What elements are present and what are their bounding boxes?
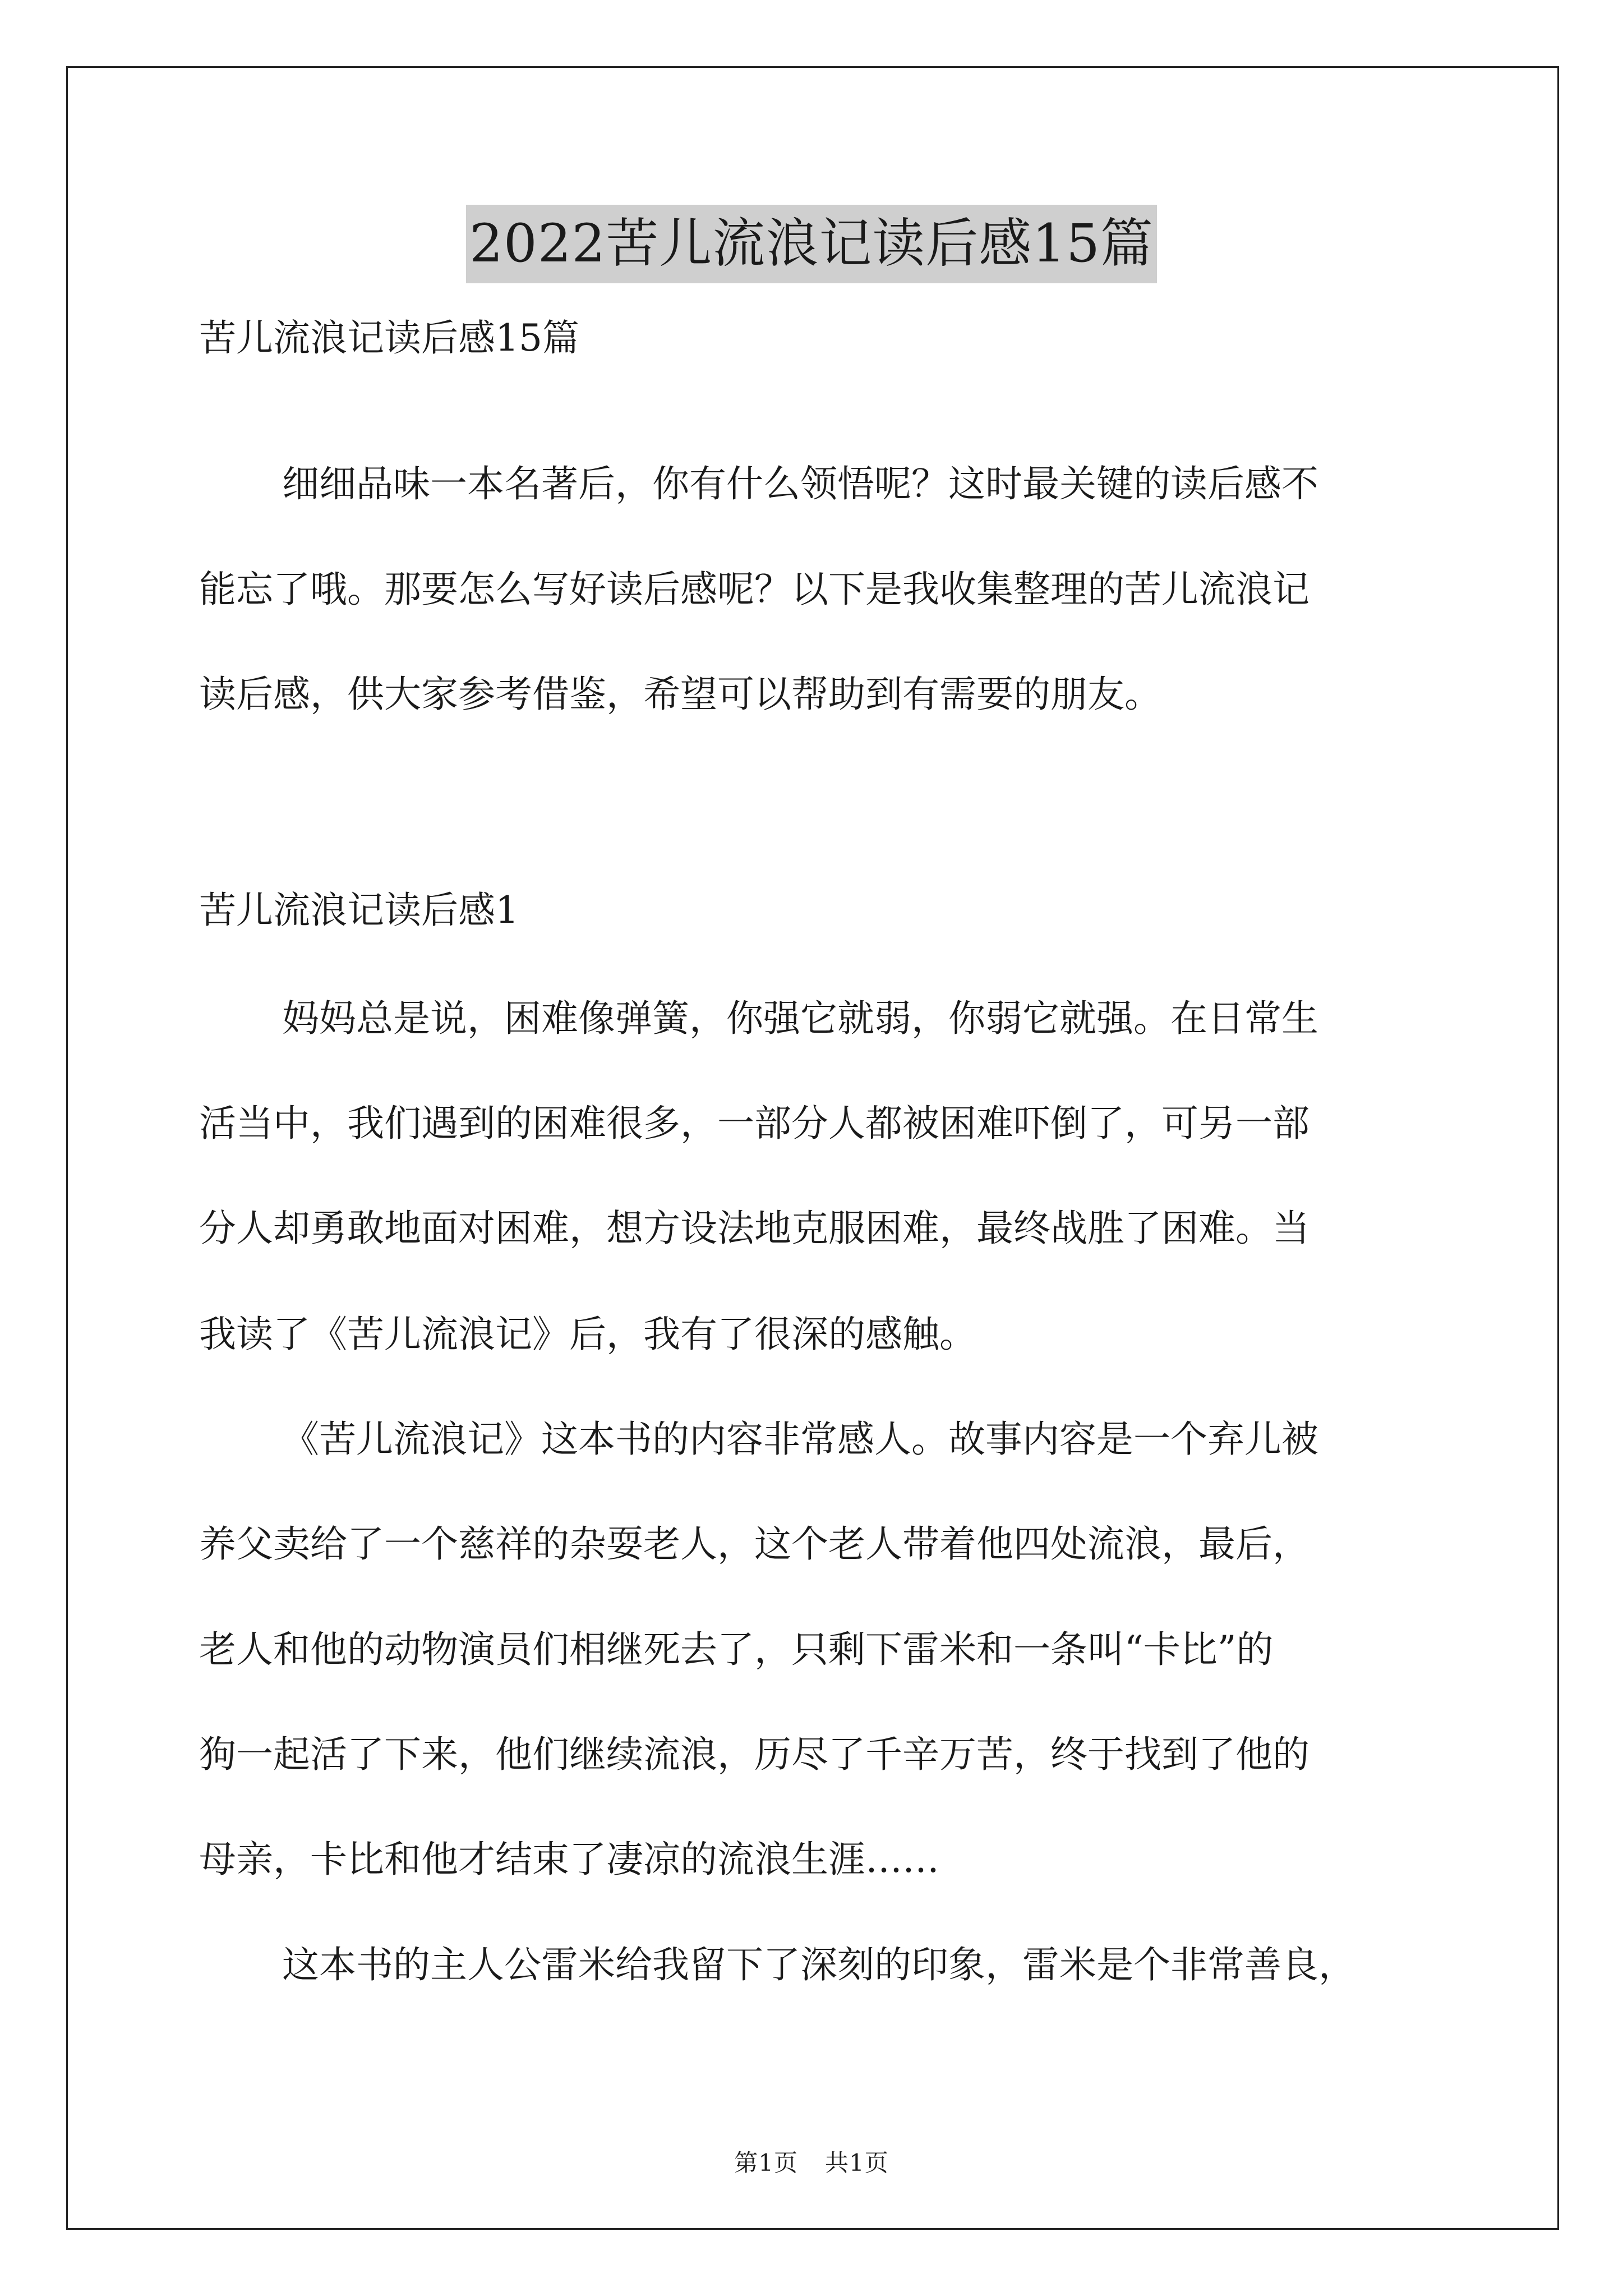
- subtitle: 苦儿流浪记读后感15篇: [199, 316, 579, 360]
- paragraph-line: 老人和他的动物演员们相继死去了，只剩下雷米和一条叫“卡比”的: [199, 1628, 1274, 1671]
- title-area: [0, 205, 1623, 283]
- page-border: [66, 66, 1559, 2230]
- paragraph-line: 这本书的主人公雷米给我留下了深刻的印象，雷米是个非常善良，: [282, 1943, 1355, 1986]
- paragraph-line: 养父卖给了一个慈祥的杂耍老人，这个老人带着他四处流浪，最后，: [199, 1522, 1310, 1566]
- paragraph-line: 活当中，我们遇到的困难很多，一部分人都被困难吓倒了，可另一部: [199, 1102, 1310, 1145]
- paragraph-line: 能忘了哦。那要怎么写好读后感呢？以下是我收集整理的苦儿流浪记: [199, 568, 1310, 611]
- page-total: 共1页: [825, 2149, 889, 2177]
- page-footer: [0, 2145, 1623, 2178]
- paragraph-line: 分人却勇敢地面对困难，想方设法地克服困难，最终战胜了困难。当: [199, 1207, 1310, 1250]
- document-title: 2022苦儿流浪记读后感15篇: [466, 205, 1157, 283]
- paragraph-line: 狗一起活了下来，他们继续流浪，历尽了千辛万苦，终于找到了他的: [199, 1733, 1310, 1776]
- paragraph-line: 妈妈总是说，困难像弹簧，你强它就弱，你弱它就强。在日常生: [282, 997, 1318, 1040]
- section-heading: 苦儿流浪记读后感1: [199, 889, 519, 932]
- page-number: 第1页: [734, 2149, 798, 2177]
- paragraph-line: 母亲，卡比和他才结束了凄凉的流浪生涯……: [199, 1838, 939, 1881]
- paragraph-line: 细细品味一本名著后，你有什么领悟呢？这时最关键的读后感不: [282, 462, 1318, 505]
- paragraph-line: 我读了《苦儿流浪记》后，我有了很深的感触。: [199, 1313, 976, 1356]
- paragraph-line: 《苦儿流浪记》这本书的内容非常感人。故事内容是一个弃儿被: [282, 1418, 1318, 1461]
- paragraph-line: 读后感，供大家参考借鉴，希望可以帮助到有需要的朋友。: [199, 673, 1161, 716]
